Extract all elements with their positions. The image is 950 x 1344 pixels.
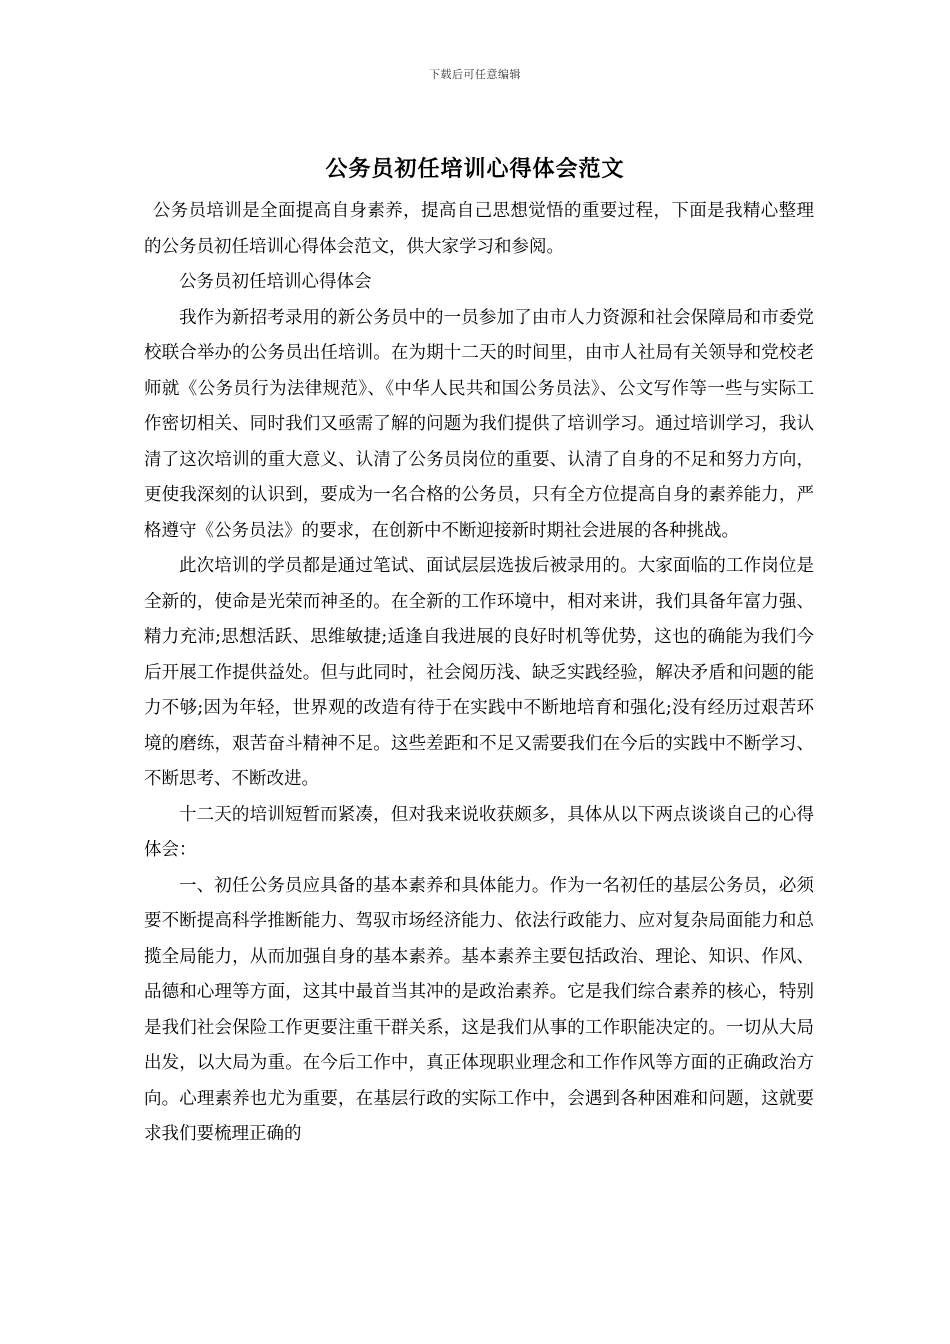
intro-paragraph: 公务员培训是全面提高自身素养，提高自己思想觉悟的重要过程，下面是我精心整理的公务员初任培训心得体会范文，供大家学习和参阅。 — [144, 201, 814, 257]
body-paragraph: 一、初任公务员应具备的基本素养和具体能力。作为一名初任的基层公务员，必须要不断提高科学推断能力、驾驭市场经济能力、依法行政能力、应对复杂局面能力和总揽全局能力，从而加强自身的基本素养。基本素养主要包括政治、理论、知识、作风、品德和心理等方面，这其中最首当其冲的是政治素养。它是我们综合素养的核心，特别是我们社会保险工作更要注重干群关系，这是我们从事的工作职能决定的。一切从大局出发，以大局为重。在今后工作中，真正体现职业理念和工作作风等方面的正确政治方向。心理素养也尤为重要，在基层行政的实际工作中，会遇到各种困难和问题，这就要求我们要梳理正确的 — [144, 875, 814, 1144]
header-note: 下载后可任意编辑 — [429, 68, 521, 81]
body-paragraph: 我作为新招考录用的新公务员中的一员参加了由市人力资源和社会保障局和市委党校联合举办的公务员出任培训。在为期十二天的时间里，由市人社局有关领导和党校老师就《公务员行为法律规范》、《中华人民共和国公务员法》、公文写作等一些与实际工作密切相关、同时我们又亟需了解的问题为我们提供了培训学习。通过培训学习，我认清了这次培训的重大意义、认清了公务员岗位的重要、认清了自身的不足和努力方向，更使我深刻的认识到，要成为一名合格的公务员，只有全方位提高自身的素养能力，严格遵守《公务员法》的要求，在创新中不断迎接新时期社会进展的各种挑战。 — [144, 307, 814, 541]
body-paragraph: 十二天的培训短暂而紧凑，但对我来说收获颇多，具体从以下两点谈谈自己的心得体会： — [144, 804, 814, 860]
document-title: 公务员初任培训心得体会范文 — [325, 156, 625, 182]
section-subtitle: 公务员初任培训心得体会 — [179, 272, 372, 292]
document-body — [144, 194, 814, 1153]
body-paragraph: 此次培训的学员都是通过笔试、面试层层选拔后被录用的。大家面临的工作岗位是全新的，使命是光荣而神圣的。在全新的工作环境中，相对来讲，我们具备年富力强、精力充沛;思想活跃、思维敏捷;适逢自我进展的良好时机等优势，这也的确能为我们今后开展工作提供益处。但与此同时，社会阅历浅、缺乏实践经验，解决矛盾和问题的能力不够;因为年轻，世界观的改造有待于在实践中不断地培育和强化;没有经历过艰苦环境的磨练，艰苦奋斗精神不足。这些差距和不足又需要我们在今后的实践中不断学习、不断思考、不断改进。 — [144, 556, 814, 789]
